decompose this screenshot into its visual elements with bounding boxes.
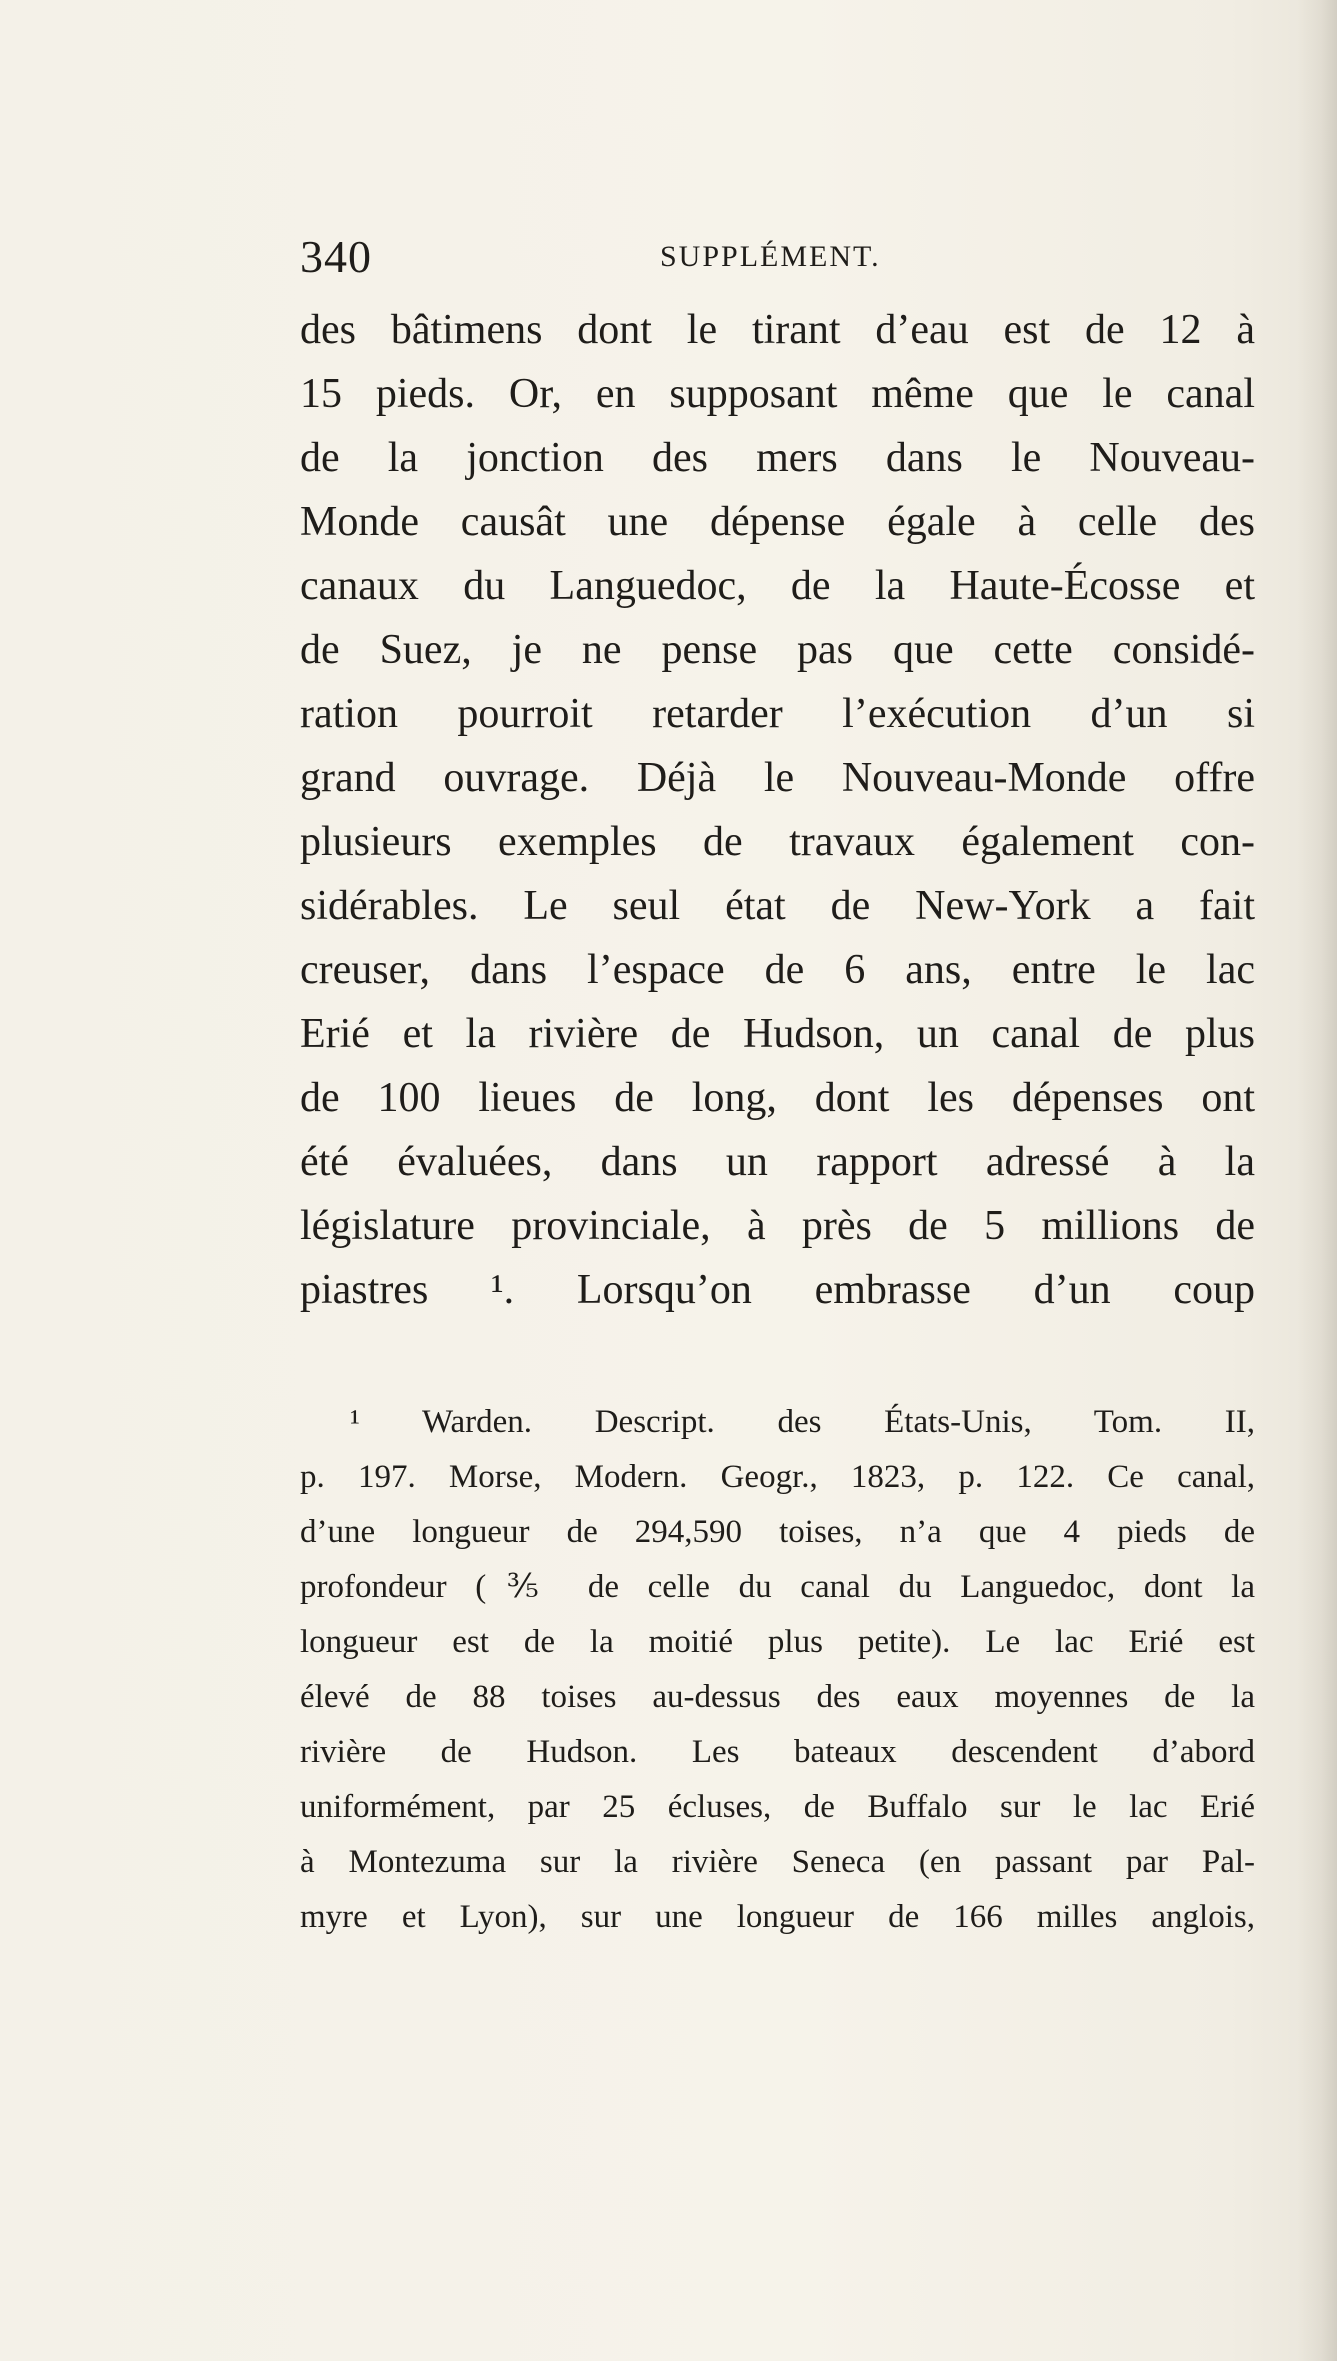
- footnote-line: p. 197. Morse, Modern. Geogr., 1823, p. 122. Ce canal,: [300, 1459, 1255, 1495]
- footnote-line: à Montezuma sur la rivière Seneca (en passant par Pal-: [300, 1844, 1255, 1880]
- text-line: grand ouvrage. Déjà le Nouveau-Monde offre: [300, 755, 1255, 801]
- text-line: Erié et la rivière de Hudson, un canal de plus: [300, 1011, 1255, 1057]
- text-line: de Suez, je ne pense pas que cette considé-: [300, 627, 1255, 673]
- footnote-block: [300, 1395, 1255, 1945]
- footnote-line: élevé de 88 toises au-dessus des eaux moyennes de la: [300, 1679, 1255, 1715]
- main-text: [300, 298, 1255, 1322]
- text-line: ration pourroit retarder l’exécution d’un si: [300, 691, 1255, 737]
- footnote-line: uniformément, par 25 écluses, de Buffalo sur le lac Erié: [300, 1789, 1255, 1825]
- footnote-line: ¹ Warden. Descript. des États-Unis, Tom. II,: [350, 1404, 1255, 1440]
- page-number: 340: [300, 231, 372, 282]
- text-line: législature provinciale, à près de 5 millions de: [300, 1203, 1255, 1249]
- text-line: été évaluées, dans un rapport adressé à la: [300, 1139, 1255, 1185]
- text-line: de 100 lieues de long, dont les dépenses ont: [300, 1075, 1255, 1121]
- text-line: de la jonction des mers dans le Nouveau-: [300, 435, 1255, 481]
- footnote-line: profondeur (⅗ de celle du canal du Languedoc, dont la: [300, 1569, 1255, 1605]
- text-line: 15 pieds. Or, en supposant même que le canal: [300, 371, 1255, 417]
- text-line: creuser, dans l’espace de 6 ans, entre le lac: [300, 947, 1255, 993]
- page-header: [300, 230, 1240, 290]
- text-line: canaux du Languedoc, de la Haute-Écosse et: [300, 563, 1255, 609]
- text-line: Monde causât une dépense égale à celle des: [300, 499, 1255, 545]
- page-edge-shadow: [1297, 0, 1337, 2361]
- running-head: SUPPLÉMENT.: [660, 240, 881, 273]
- footnote-line: rivière de Hudson. Les bateaux descendent d’abord: [300, 1734, 1255, 1770]
- footnote-line: d’une longueur de 294,590 toises, n’a que 4 pieds de: [300, 1514, 1255, 1550]
- text-line: plusieurs exemples de travaux également con-: [300, 819, 1255, 865]
- footnote-line: myre et Lyon), sur une longueur de 166 milles anglois,: [300, 1899, 1255, 1935]
- footnote-line: longueur est de la moitié plus petite). Le lac Erié est: [300, 1624, 1255, 1660]
- text-line: piastres ¹. Lorsqu’on embrasse d’un coup: [300, 1267, 1255, 1313]
- text-line: sidérables. Le seul état de New-York a fait: [300, 883, 1255, 929]
- text-line: des bâtimens dont le tirant d’eau est de 12 à: [300, 307, 1255, 353]
